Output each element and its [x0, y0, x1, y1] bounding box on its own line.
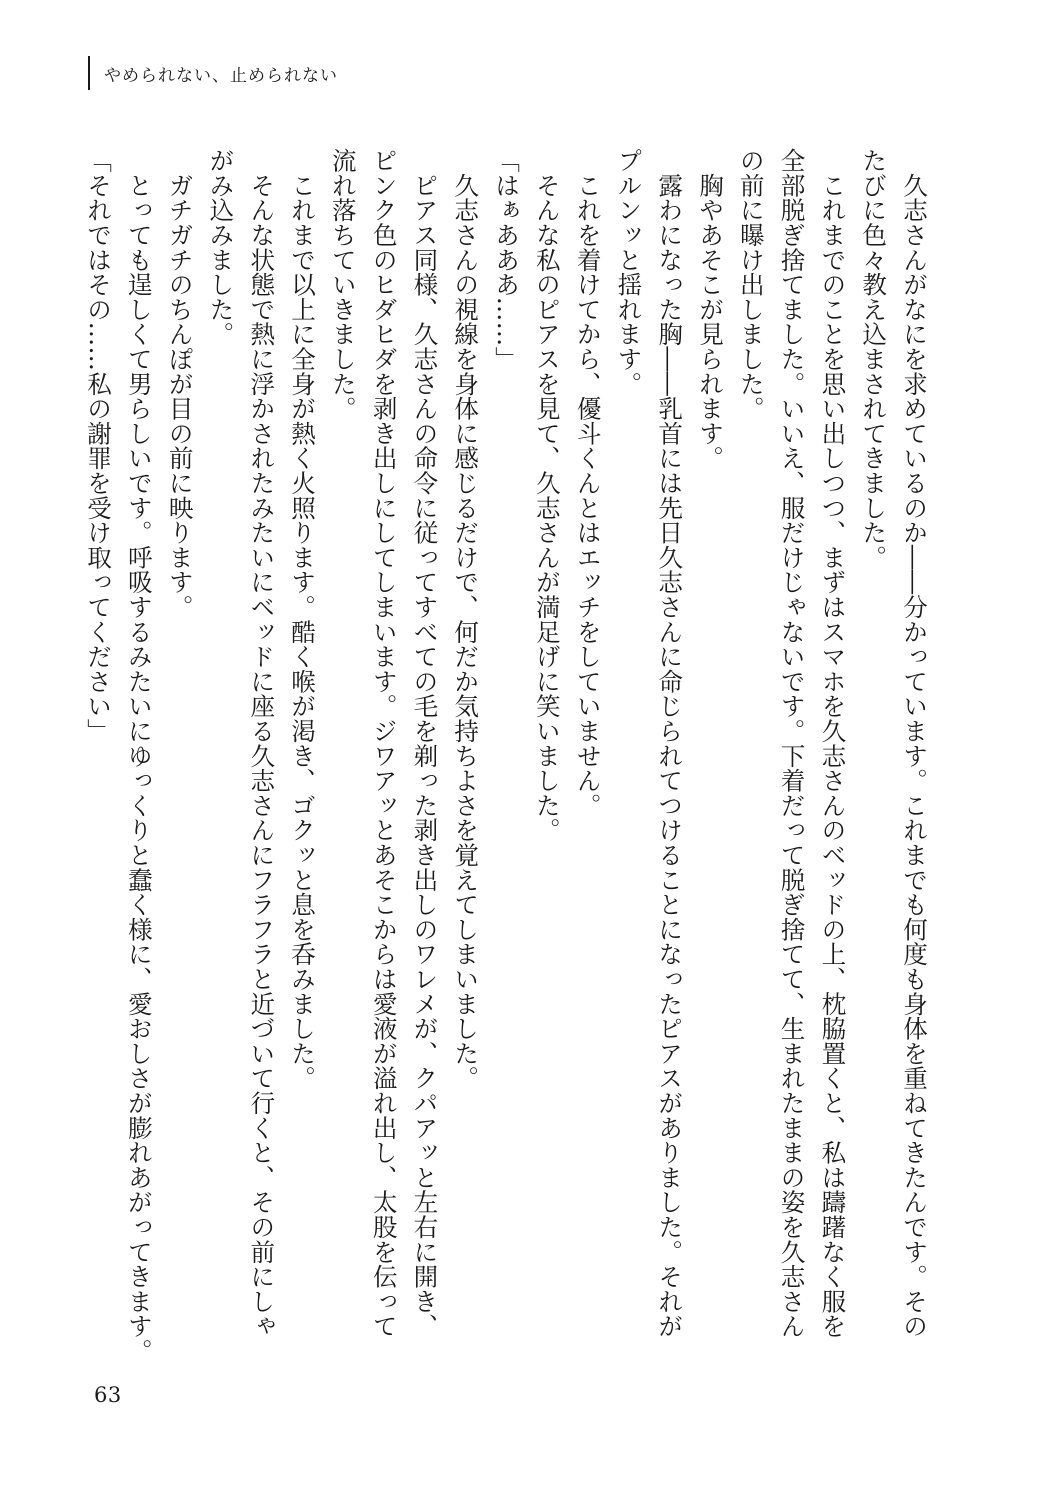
text-line: 「はぁあああ……」 [492, 148, 522, 372]
text-line: ガチガチのちんぽが目の前に映ります。 [165, 148, 195, 620]
body-text [84, 148, 934, 1364]
page-number: 63 [94, 1383, 122, 1407]
text-line: これまで以上に全身が熱く火照ります。酷く喉が渇き、ゴクッと息を呑みました。 [288, 148, 318, 1091]
text-line: これまでのことを思い出しつつ、まずはスマホを久志さんのベッドの上、枕脇置くと、私は躊躇なく服を [818, 148, 848, 1339]
text-line: の前に曝け出しました。 [736, 148, 766, 421]
text-line: これを着けてから、優斗くんとはエッチをしていません。 [573, 148, 603, 818]
text-line: たびに色々教え込まされてきました。 [859, 148, 889, 570]
text-line: ピアス同様、久志さんの命令に従ってすべての毛を剃った剥き出しのワレメが、クパアッと左右に開き、 [410, 148, 440, 1339]
text-line: がみ込みました。 [206, 148, 236, 347]
text-line: プルンッと揺れます。 [614, 148, 644, 396]
text-line: 久志さんがなにを求めているのか――分かっています。これまでも何度も身体を重ねてきたんです。その [900, 148, 929, 1339]
text-line: 露わになった胸――乳首には先日久志さんに命じられてつけることになったピアスがありました。それが [655, 148, 685, 1339]
text-line: 全部脱ぎ捨てました。いいえ、服だけじゃないです。下着だって脱ぎ捨てて、生まれたままの姿を久志さん [777, 148, 807, 1339]
text-line: ピンク色のヒダヒダを剥き出しにしてしまいます。ジワアッとあそこからは愛液が溢れ出し、太股を伝って [369, 148, 399, 1339]
running-head-title: やめられない、止められない [104, 65, 338, 86]
running-head [88, 56, 338, 90]
running-head-rule [88, 56, 90, 90]
text-line: 「それではその……私の謝罪を受け取ってください」 [84, 148, 114, 744]
text-line: 胸やあそこが見られます。 [696, 148, 726, 471]
text-line: そんな状態で熱に浮かされたみたいにベッドに座る久志さんにフラフラと近づいて行くと、その前にしゃ [247, 148, 277, 1339]
text-line: 流れ落ちていきました。 [328, 148, 358, 421]
text-line: 久志さんの視線を身体に感じるだけで、何だか気持ちよさを覚えてしまいました。 [451, 148, 481, 1091]
text-line: とっても逞しくて男らしいです。呼吸するみたいにゆっくりと蠢く様に、愛おしさが膨れあがってきます。 [124, 148, 154, 1364]
text-line: そんな私のピアスを見て、久志さんが満足げに笑いました。 [532, 148, 562, 843]
